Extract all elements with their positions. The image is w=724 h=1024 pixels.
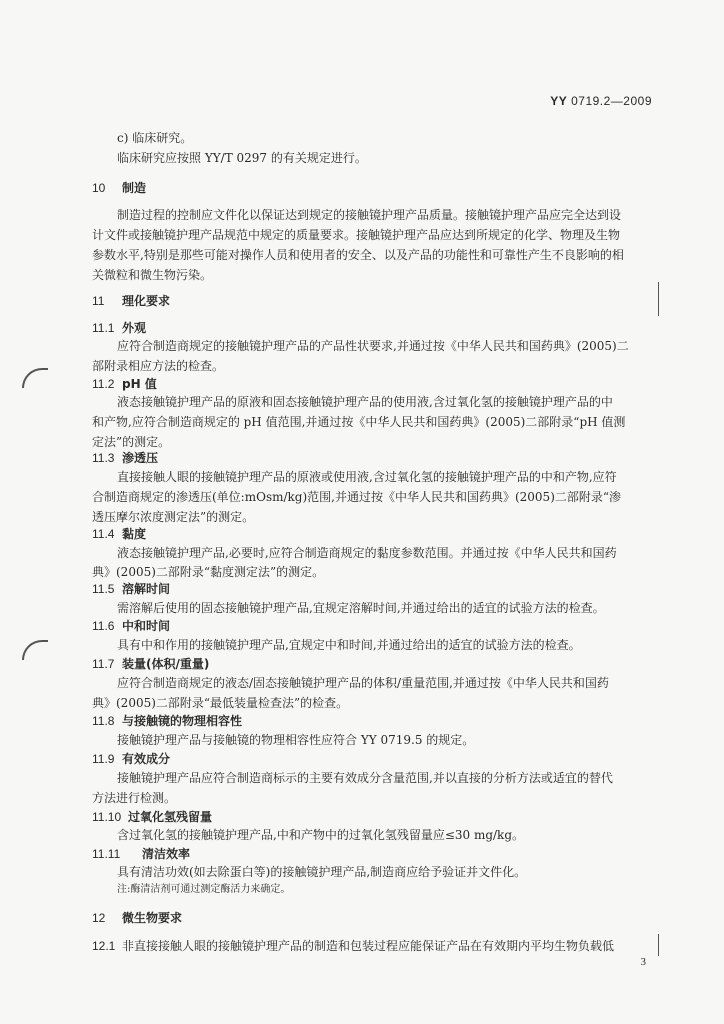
section-heading-11-6: 11.6 中和时间 [92,619,171,633]
paragraph-line: 定法”的测定。 [92,435,171,449]
paragraph-line: 具有中和作用的接触镜护理产品,宜规定中和时间,并通过给出的适宜的试验方法的检查。 [117,638,581,652]
paragraph-line: 接触镜护理产品应符合制造商标示的主要有效成分含量范围,并以直接的分析方法或适宜的替代 [117,771,613,785]
binding-mark [22,368,48,388]
section-heading-11: 11 理化要求 [92,294,171,308]
paragraph-line: 部附录相应方法的检查。 [92,359,225,373]
paragraph-line: 含过氧化氢的接触镜护理产品,中和产物中的过氧化氢残留量应≤30 mg/kg。 [117,828,525,842]
paragraph-line: 透压摩尔浓度测定法”的测定。 [92,510,255,524]
section-heading-11-8: 11.8 与接触镜的物理相容性 [92,714,243,728]
paragraph-line: 典》(2005)二部附录“最低装量检查法”的检查。 [92,696,349,710]
paragraph-line: 接触镜护理产品与接触镜的物理相容性应符合 YY 0719.5 的规定。 [117,733,475,747]
paragraph-line: 需溶解后使用的固态接触镜护理产品,宜规定溶解时间,并通过给出的适宜的试验方法的检查。 [117,601,605,615]
paragraph-line: 具有清洁功效(如去除蛋白等)的接触镜护理产品,制造商应给予验证并文件化。 [117,865,527,879]
paragraph-line: 液态接触镜护理产品的原液和固态接触镜护理产品的使用液,含过氧化氢的接触镜护理产品的中 [117,395,613,409]
section-heading-11-11: 11.11 清洁效率 [92,847,191,861]
paragraph-line: 方法进行检测。 [92,791,177,805]
section-heading-11-5: 11.5 溶解时间 [92,582,171,596]
paragraph-line: 12.1 非直接接触人眼的接触镜护理产品的制造和包装过程应能保证产品在有效期内平均生物负载低 [92,939,615,953]
paragraph-line: 典》(2005)二部附录“黏度测定法”的测定。 [92,565,325,579]
paragraph-line: 合制造商规定的渗透压(单位:mOsm/kg)范围,并通过按《中华人民共和国药典》(2005)二部附录“渗 [92,490,622,504]
paragraph-line: 液态接触镜护理产品,必要时,应符合制造商规定的黏度参数范围。并通过按《中华人民共和国药 [117,546,617,560]
paragraph-line: 计文件或接触镜护理产品规范中规定的质量要求。接触镜护理产品应达到所规定的化学、物理及生物 [92,228,621,242]
section-heading-11-4: 11.4 黏度 [92,527,147,541]
page-number: 3 [640,956,646,968]
list-item-c: c) 临床研究。 [117,131,193,145]
section-heading-11-2: 11.2 pH 值 [92,377,157,391]
section-heading-11-3: 11.3 渗透压 [92,451,159,465]
paragraph: 临床研究应按照 YY/T 0297 的有关规定进行。 [117,151,367,165]
section-heading-11-10: 11.10 过氧化氢残留量 [92,810,213,824]
paragraph-line: 参数水平,特别是那些可能对操作人员和使用者的安全、以及产品的功能性和可靠性产生不良影响的相 [92,248,624,262]
section-heading-11-9: 11.9 有效成分 [92,752,171,766]
section-heading-10: 10 制造 [92,181,147,195]
section-heading-11-7: 11.7 装量(体积/重量) [92,657,210,671]
revision-bar [658,282,659,316]
paragraph-line: 制造过程的控制应文件化以保证达到规定的接触镜护理产品质量。接触镜护理产品应完全达到设 [117,208,622,222]
section-heading-11-1: 11.1 外观 [92,321,147,335]
paragraph-line: 直接接触人眼的接触镜护理产品的原液或使用液,含过氧化氢的接触镜护理产品的中和产物,应符 [117,470,617,484]
paragraph-line: 应符合制造商规定的液态/固态接触镜护理产品的体积/重量范围,并通过按《中华人民共和国药 [117,676,609,690]
binding-mark [22,640,48,660]
paragraph-line: 和产物,应符合制造商规定的 pH 值范围,并通过按《中华人民共和国药典》(2005)二部附录“pH 值测 [92,415,626,429]
paragraph-line: 关微粒和微生物污染。 [92,268,213,282]
paragraph-line: 应符合制造商规定的接触镜护理产品的产品性状要求,并通过按《中华人民共和国药典》(2005)二 [117,339,629,353]
revision-bar [658,934,659,956]
document-code: YY 0719.2—2009 [550,94,652,108]
section-heading-12: 12 微生物要求 [92,911,183,925]
note: 注:酶清洁剂可通过测定酶活力来确定。 [117,884,291,895]
